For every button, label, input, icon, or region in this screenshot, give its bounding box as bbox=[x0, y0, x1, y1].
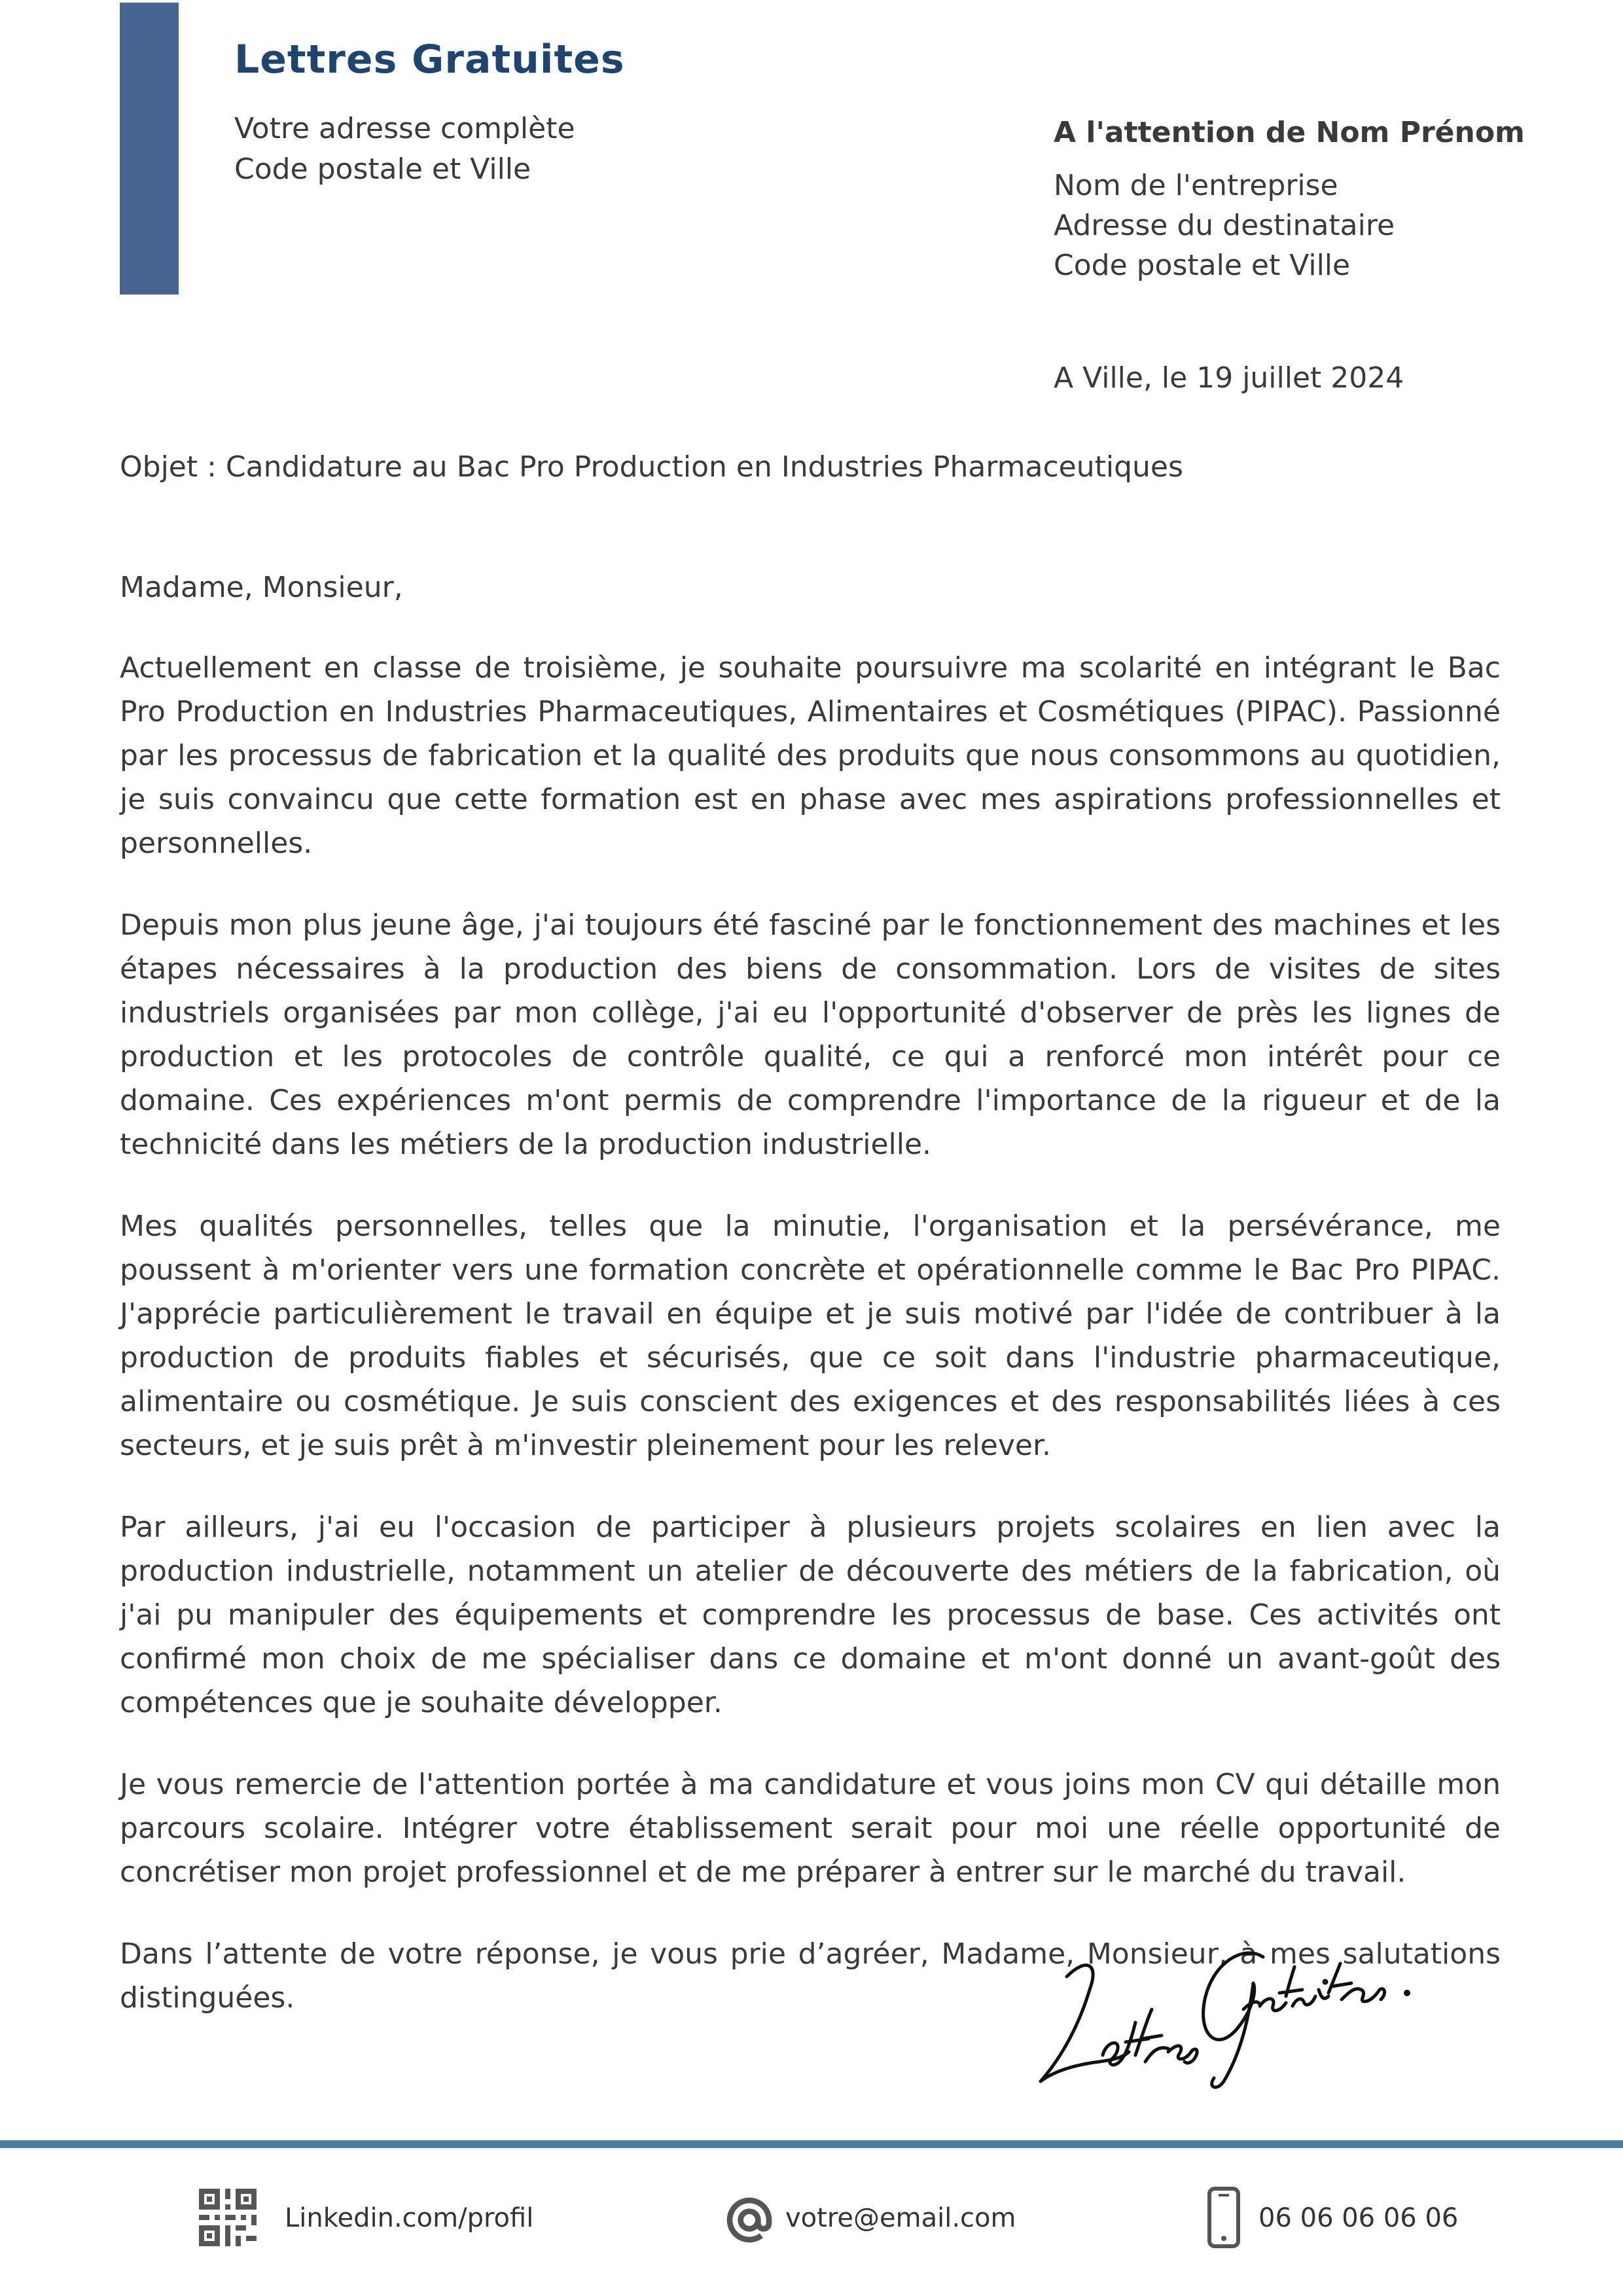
accent-bar bbox=[120, 3, 179, 295]
recipient-company: Nom de l'entreprise bbox=[1054, 169, 1338, 202]
greeting: Madame, Monsieur, bbox=[120, 571, 403, 604]
letter-body bbox=[120, 565, 1501, 2058]
subject-line: Objet : Candidature au Bac Pro Production en Industries Pharmaceutiques bbox=[120, 450, 1183, 484]
footer-phone-text[interactable]: 06 06 06 06 06 bbox=[1258, 2203, 1459, 2233]
recipient-address: Adresse du destinataire bbox=[1054, 209, 1395, 242]
paragraph-1: Actuellement en classe de troisième, je souhaite poursuivre ma scolarité en intégrant le Bac Pro Production en Industries Pharmaceutiques, Alimentaires et Cosmétiques (PIPAC). Passionné par les processus de fabrication et la qualité des produits que nous consommons au quotidien, je suis convaincu que cette formation est en phase avec mes aspirations professionnelles et personnelles. bbox=[120, 651, 1501, 860]
signature-image bbox=[1027, 1931, 1420, 2101]
paragraph-5: Je vous remercie de l'attention portée à ma candidature et vous joins mon CV qui détaille mon parcours scolaire. Intégrer votre établissement serait pour moi une réelle opportunité de concrétiser mon projet professionnel et de me préparer à entrer sur le marché du travail. bbox=[120, 1768, 1501, 1889]
paragraph-closing: Dans l’attente de votre réponse, je vous prie d’agréer, Madame, Monsieur, à mes salutations distinguées. bbox=[120, 1937, 1501, 2015]
recipient-city: Code postale et Ville bbox=[1054, 249, 1351, 282]
sender-address bbox=[234, 109, 575, 190]
footer-email bbox=[723, 2186, 1116, 2251]
footer-linkedin bbox=[196, 2186, 589, 2251]
at-sign-icon bbox=[723, 2189, 776, 2251]
recipient-attention: A l'attention de Nom Prénom bbox=[1054, 116, 1525, 149]
footer-phone bbox=[1204, 2186, 1597, 2251]
recipient-block bbox=[1054, 113, 1525, 285]
footer-email-text[interactable]: votre@email.com bbox=[785, 2203, 1016, 2233]
date-line: A Ville, le 19 juillet 2024 bbox=[1054, 361, 1404, 395]
paragraph-4: Par ailleurs, j'ai eu l'occasion de participer à plusieurs projets scolaires en lien avec la production industrielle, notamment un atelier de découverte des métiers de la fabrication, où j'ai pu manipuler des équipements et comprendre les processus de base. Ces activités ont confirmé mon choix de me spécialiser dans ce domaine et m'ont donné un avant-goût des compétences que je souhaite développer. bbox=[120, 1511, 1501, 1719]
footer-linkedin-text[interactable]: Linkedin.com/profil bbox=[285, 2203, 534, 2233]
sender-address-line2: Code postale et Ville bbox=[234, 152, 531, 186]
paragraph-3: Mes qualités personnelles, telles que la minutie, l'organisation et la persévérance, me poussent à m'orienter vers une formation concrète et opérationnelle comme le Bac Pro PIPAC. J'apprécie particulièrement le travail en équipe et je suis motivé par l'idée de contribuer à la production de produits fiables et sécurisés, que ce soit dans l'industrie pharmaceutique, alimentaire ou cosmétique. Je suis conscient des exigences et des responsabilités liées à ces secteurs, et je suis prêt à m'investir pleinement pour les relever. bbox=[120, 1210, 1501, 1462]
paragraph-2: Depuis mon plus jeune âge, j'ai toujours été fasciné par le fonctionnement des machines et les étapes nécessaires à la production des biens de consommation. Lors de visites de sites industriels organisées par mon collège, j'ai eu l'opportunité d'observer de près les lignes de production et les protocoles de contrôle qualité, ce qui a renforcé mon intérêt pour ce domaine. Ces expériences m'ont permis de comprendre l'importance de la rigueur et de la technicité dans les métiers de la production industrielle. bbox=[120, 908, 1501, 1161]
sender-name: Lettres Gratuites bbox=[234, 37, 625, 82]
footer-divider bbox=[0, 2140, 1623, 2148]
sender-address-line1: Votre adresse complète bbox=[234, 112, 575, 145]
qr-code-icon bbox=[196, 2186, 259, 2249]
mobile-phone-icon bbox=[1204, 2186, 1243, 2249]
